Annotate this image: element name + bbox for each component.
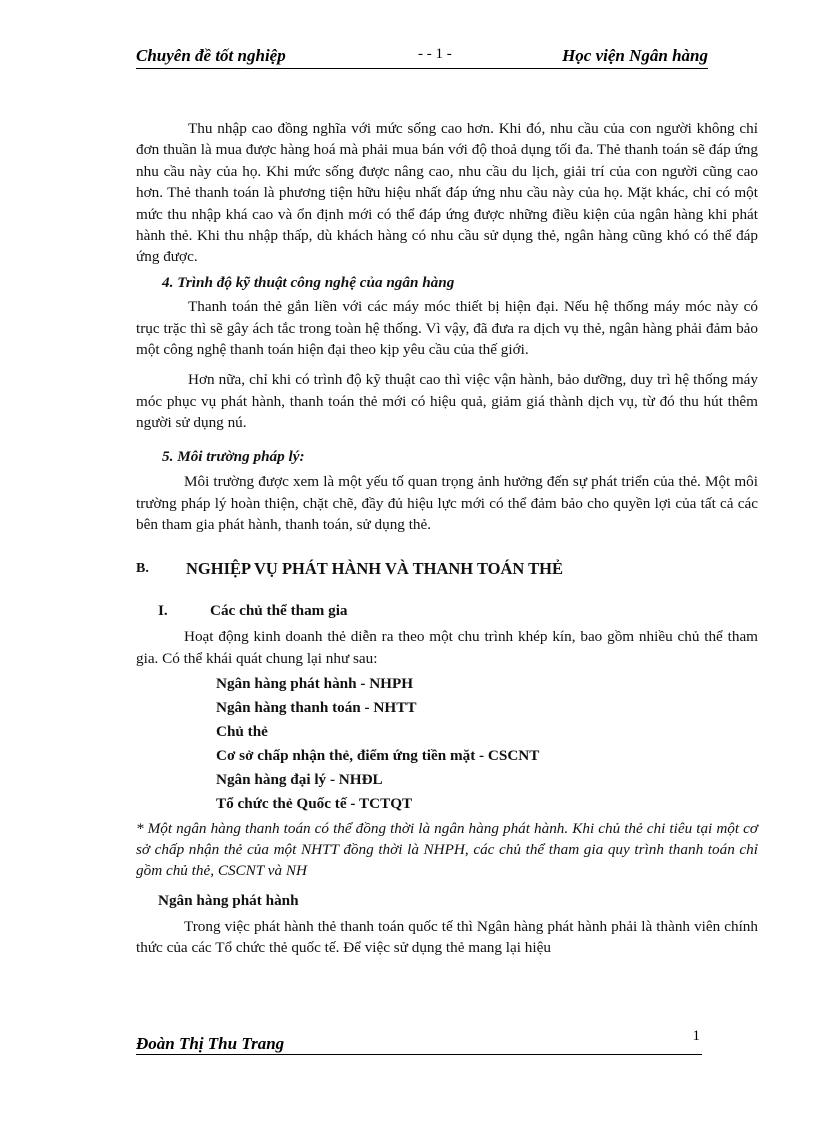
heading-legal-environment: 5. Môi trường pháp lý: [162,447,305,465]
paragraph-legal: Môi trường được xem là một yếu tố quan trọng ảnh hưởng đến sự phát triển của thẻ. Một môi trường pháp lý hoàn thiện, chặt chẽ, đầy đủ hiệu lực mới có thể đảm bảo cho quyền lợi của tất cả các bên tham gia phát hành, thanh toán, sử dụng thẻ. [136,473,758,533]
section-i-number: I. [158,602,168,620]
list-item: Ngân hàng đại lý - NHĐL [216,771,383,789]
parties-list [216,672,758,816]
list-item: Tổ chức thẻ Quốc tế - TCTQT [216,795,413,813]
note-paragraph: * Một ngân hàng thanh toán có thể đồng thời là ngân hàng phát hành. Khi chủ thẻ chi tiêu tại một cơ sở chấp nhận thẻ của một NHTT đồng thời là NHPH, các chủ thể tham gia quy trình thanh toán chỉ gồm chủ thẻ, CSCNT và NH [136,820,758,880]
section-i-title: Các chủ thể tham gia [210,602,348,620]
list-item: Cơ sở chấp nhận thẻ, điểm ứng tiền mặt - CSCNT [216,747,540,765]
subheading-issuer: Ngân hàng phát hành [158,892,299,910]
paragraph-technology-2: Hơn nữa, chỉ khi có trình độ kỹ thuật cao thì việc vận hành, bảo dưỡng, duy trì hệ thống máy móc phục vụ phát hành, thanh toán thẻ mới có hiệu quả, giảm giá thành dịch vụ, từ đó thu hút thêm người sử dụng nú. [136,371,758,432]
page-content [136,118,758,958]
list-item: Ngân hàng phát hành - NHPH [216,675,414,693]
header-institution: Học viện Ngân hàng [562,46,708,65]
paragraph-technology-1: Thanh toán thẻ gắn liền với các máy móc thiết bị hiện đại. Nếu hệ thống máy móc này có trục trặc thì sẽ gây ách tắc trong toàn hệ thống. Vì vậy, đã đưa ra dịch vụ thẻ, ngân hàng phải đảm bảo một công nghệ thanh toán hiện đại theo kịp yêu cầu của thế giới. [136,298,758,359]
page-header [136,46,708,69]
footer-author: Đoàn Thị Thu Trang [136,1034,285,1053]
section-i-heading [136,600,758,626]
section-b-heading [136,558,758,584]
footer-page-number: 1 [692,1028,700,1044]
list-item: Chủ thẻ [216,723,268,741]
section-b-title: NGHIỆP VỤ PHÁT HÀNH VÀ THANH TOÁN THẺ [186,559,563,579]
paragraph-income: Thu nhập cao đồng nghĩa với mức sống cao hơn. Khi đó, nhu cầu của con người không chỉ đơn thuần là mua được hàng hoá mà phải mua bán với độ thoả dụng tối đa. Thẻ thanh toán sẽ đáp ứng nhu cầu này của họ. Khi mức sống được nâng cao, nhu cầu du lịch, giải trí của con người cũng cao hơn. Thẻ thanh toán là phương tiện hữu hiệu nhất đáp ứng nhu cầu này của họ. Mặt khác, chỉ có một mức thu nhập khá cao và ổn định mới có thể đáp ứng được những điều kiện của ngân hàng khi phát hành thẻ. Khi thu nhập thấp, dù khách hàng có nhu cầu sử dụng thẻ, ngân hàng cũng khó có thể đáp ứng được. [136,120,758,266]
list-item: Ngân hàng thanh toán - NHTT [216,699,417,717]
paragraph-intro: Hoạt động kinh doanh thẻ diễn ra theo một chu trình khép kín, bao gồm nhiều chủ thể tham gia. Có thể khái quát chung lại như sau: [136,628,758,667]
page-footer [136,1028,702,1055]
header-document-type: Chuyên đề tốt nghiệp [136,46,286,65]
header-page-marker: - - 1 - [418,46,452,62]
heading-technology: 4. Trình độ kỹ thuật công nghệ của ngân hàng [162,273,455,291]
section-b-number: B. [136,561,149,577]
paragraph-issuer: Trong việc phát hành thẻ thanh toán quốc tế thì Ngân hàng phát hành phải là thành viên chính thức của các Tổ chức thẻ quốc tế. Để việc sử dụng thẻ mang lại hiệu [136,917,758,956]
